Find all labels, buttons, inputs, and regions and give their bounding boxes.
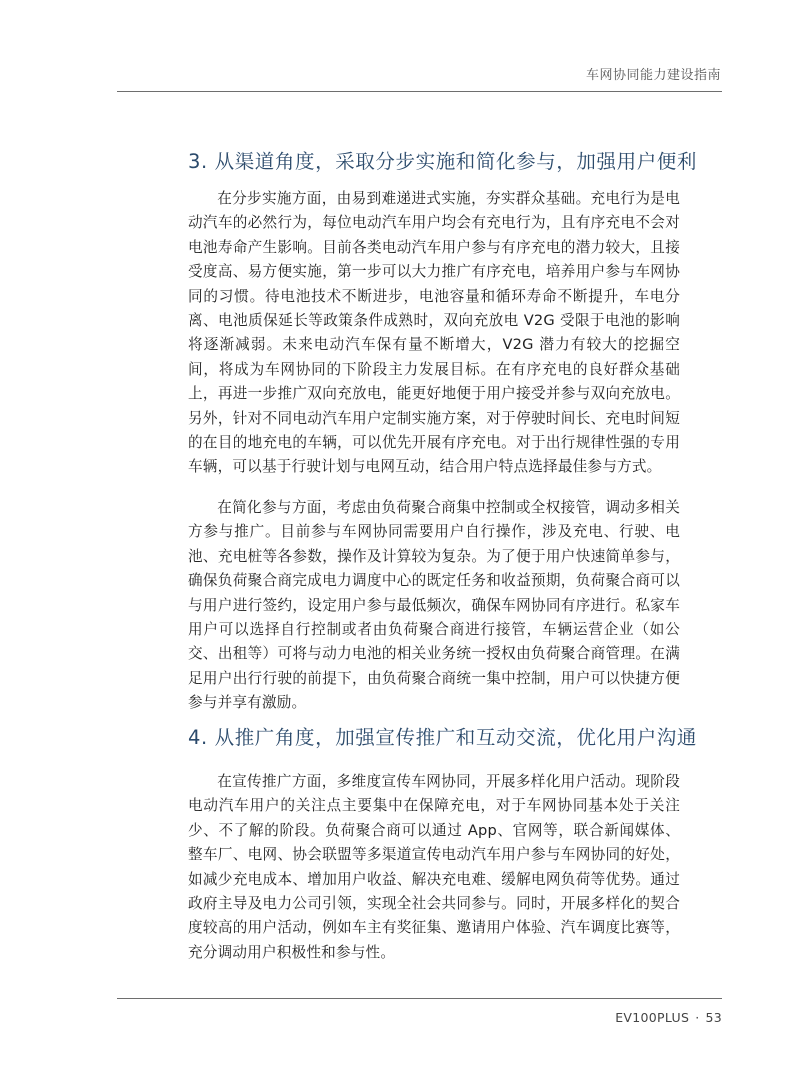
page-footer [0,1010,722,1025]
section-4-paragraph-1: 在宣传推广方面，多维度宣传车网协同，开展多样化用户活动。现阶段电动汽车用户的关注点主要集中在保障充电，对于车网协同基本处于关注少、不了解的阶段。负荷聚合商可以通过 App、官网等，联合新闻媒体、整车厂、电网、协会联盟等多渠道宣传电动汽车用户参与车网协同的好处，如减少充电成本、增加用户收益、解决充电难、缓解电网负荷等优势。通过政府主导及电力公司引领，实现全社会共同参与。同时，开展多样化的契合度较高的用户活动，例如车主有奖征集、邀请用户体验、汽车调度比赛等，充分调动用户积极性和参与性。 [188,773,680,961]
running-header: 车网协同能力建设指南 [585,68,721,83]
section-4-heading: 4. 从推广角度，加强宣传推广和互动交流，优化用户沟通 [188,726,698,749]
section-3-paragraph-2: 在简化参与方面，考虑由负荷聚合商集中控制或全权接管，调动多相关方参与推广。目前参与车网协同需要用户自行操作，涉及充电、行驶、电池、充电桩等各参数，操作及计算较为复杂。为了便于用户快速简单参与，确保负荷聚合商完成电力调度中心的既定任务和收益预期，负荷聚合商可以与用户进行签约，设定用户参与最低频次，确保车网协同有序进行。私家车用户可以选择自行控制或者由负荷聚合商进行接管，车辆运营企业（如公交、出租等）可将与动力电池的相关业务统一授权由负荷聚合商管理。在满足用户出行行驶的前提下，由负荷聚合商统一集中控制，用户可以快捷方便参与并享有激励。 [188,499,680,712]
page-number: 53 [705,1010,722,1025]
section-3-heading: 3. 从渠道角度，采取分步实施和简化参与，加强用户便利 [188,150,698,173]
publication-name: EV100PLUS [615,1010,690,1025]
footer-separator: · [695,1010,700,1025]
footer-rule [117,998,722,999]
section-3-paragraph-1: 在分步实施方面，由易到难递进式实施，夯实群众基础。充电行为是电动汽车的必然行为，每位电动汽车用户均会有充电行为，且有序充电不会对电池寿命产生影响。目前各类电动汽车用户参与有序充电的潜力较大，且接受度高、易方便实施，第一步可以大力推广有序充电，培养用户参与车网协同的习惯。待电池技术不断进步，电池容量和循环寿命不断提升，车电分离、电池质保延长等政策条件成熟时，双向充放电 V2G 受限于电池的影响将逐渐减弱。未来电动汽车保有量不断增大，V2G 潜力有较大的挖掘空间，将成为车网协同的下阶段主力发展目标。在有序充电的良好群众基础上，再进一步推广双向充放电，能更好地便于用户接受并参与双向充放电。另外，针对不同电动汽车用户定制实施方案，对于停驶时间长、充电时间短的在目的地充电的车辆，可以优先开展有序充电。对于出行规律性强的专用车辆，可以基于行驶计划与电网互动，结合用户特点选择最佳参与方式。 [188,190,680,476]
header-rule [117,91,722,92]
